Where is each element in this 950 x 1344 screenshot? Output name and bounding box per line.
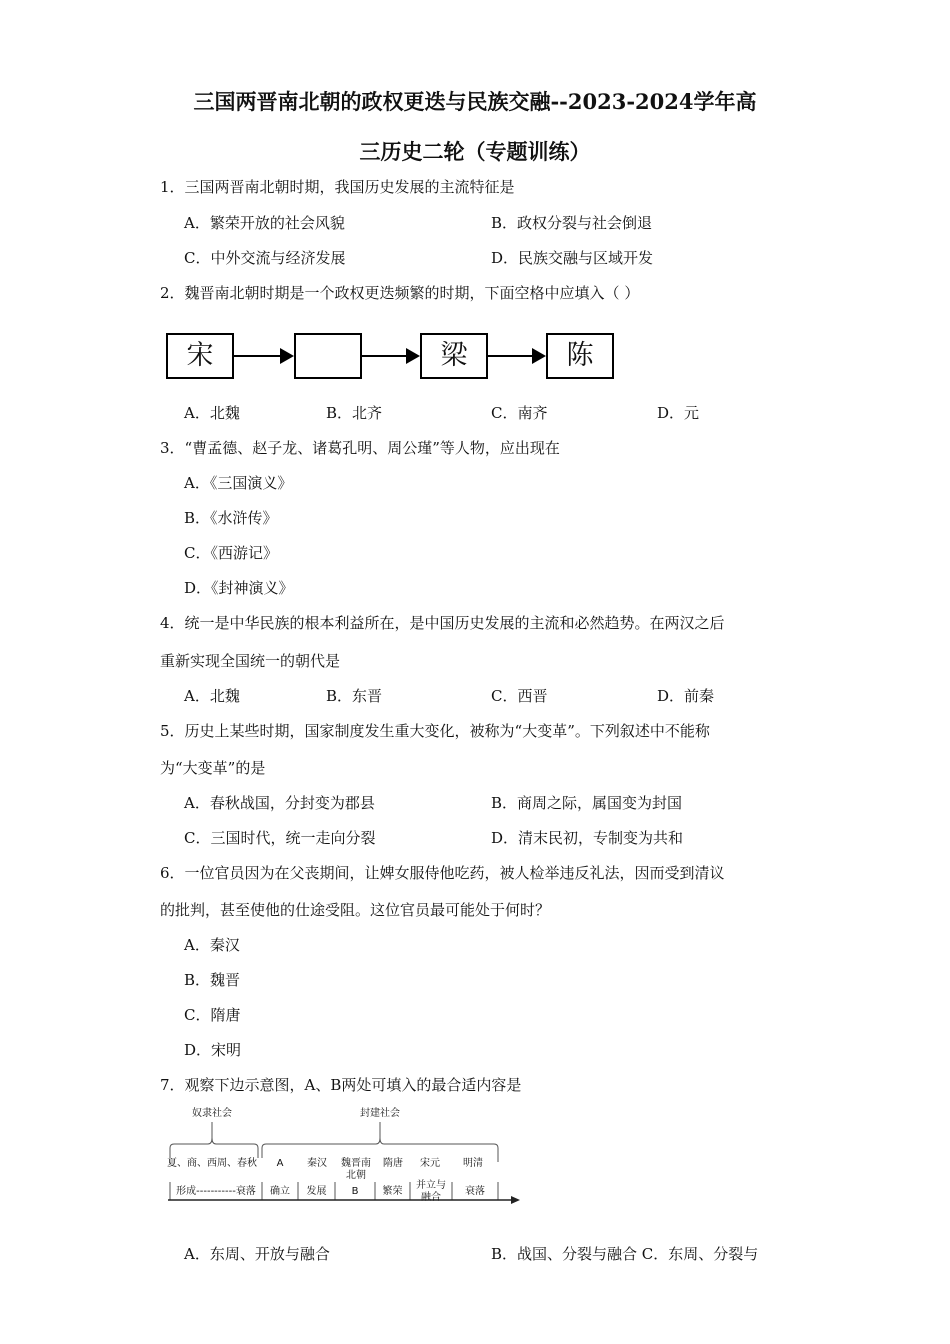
q1-stem: 1．三国两晋南北朝时期，我国历史发展的主流特征是 bbox=[160, 178, 515, 196]
q7-option-b-c[interactable]: B．战国、分裂与融合 C．东周、分裂与 bbox=[491, 1245, 759, 1263]
q3-option-a[interactable]: A．《三国演义》 bbox=[184, 474, 293, 492]
q6-option-d[interactable]: D．宋明 bbox=[184, 1041, 242, 1059]
period-wei-jin-nanbei: 魏晋南北朝 bbox=[341, 1158, 371, 1181]
period-blank-a: A bbox=[276, 1158, 284, 1169]
slave-society-label: 奴隶社会 bbox=[192, 1108, 232, 1119]
q2-box-song: 宋 bbox=[166, 333, 234, 379]
arrow-icon bbox=[234, 355, 292, 357]
q2-stem: 2．魏晋南北朝时期是一个政权更迭频繁的时期，下面空格中应填入（ ） bbox=[160, 284, 640, 302]
q1-option-a[interactable]: A．繁荣开放的社会风貌 bbox=[184, 214, 345, 232]
q5-option-a[interactable]: A．春秋战国，分封变为郡县 bbox=[184, 794, 375, 812]
q4-option-c[interactable]: C．西晋 bbox=[491, 687, 548, 705]
q7-timeline-diagram bbox=[158, 1100, 528, 1215]
q6-option-a[interactable]: A．秦汉 bbox=[184, 936, 240, 954]
q3-stem: 3．“曹孟德、赵子龙、诸葛孔明、周公瑾”等人物，应出现在 bbox=[160, 439, 560, 457]
q2-option-a[interactable]: A．北魏 bbox=[184, 404, 240, 422]
period-qin-han: 秦汉 bbox=[307, 1158, 327, 1169]
q1-option-d[interactable]: D．民族交融与区域开发 bbox=[491, 249, 654, 267]
q4-option-d[interactable]: D．前秦 bbox=[657, 687, 715, 705]
q5-option-b[interactable]: B．商周之际，属国变为封国 bbox=[491, 794, 683, 812]
q4-stem-line-2: 重新实现全国统一的朝代是 bbox=[160, 652, 341, 670]
q6-stem-line-1: 6．一位官员因为在父丧期间，让婢女服侍他吃药，被人检举违反礼法，因而受到清议 bbox=[160, 864, 725, 882]
q5-stem-line-1: 5．历史上某些时期，国家制度发生重大变化，被称为“大变革”。下列叙述中不能称 bbox=[160, 722, 710, 740]
q2-dynasty-sequence bbox=[166, 333, 626, 381]
q2-box-blank bbox=[294, 333, 362, 379]
q6-option-c[interactable]: C．隋唐 bbox=[184, 1006, 241, 1024]
q2-box-liang: 梁 bbox=[420, 333, 488, 379]
stage-decline: 衰落 bbox=[465, 1186, 485, 1197]
period-sui-tang: 隋唐 bbox=[383, 1158, 403, 1169]
q4-stem-line-1: 4．统一是中华民族的根本利益所在，是中国历史发展的主流和必然趋势。在两汉之后 bbox=[160, 614, 725, 632]
q4-option-a[interactable]: A．北魏 bbox=[184, 687, 240, 705]
stage-blank-b: B bbox=[351, 1186, 359, 1197]
stage-develop: 发展 bbox=[306, 1186, 327, 1197]
q5-option-d[interactable]: D．清末民初，专制变为共和 bbox=[491, 829, 684, 847]
q1-option-b[interactable]: B．政权分裂与社会倒退 bbox=[491, 214, 653, 232]
q6-stem-line-2: 的批判，甚至使他的仕途受阻。这位官员最可能处于何时？ bbox=[160, 901, 551, 919]
period-xia-shang-zhou: 夏、商、西周、春秋 bbox=[167, 1158, 257, 1169]
stage-formation-decline: 形成-----------衰落 bbox=[176, 1186, 256, 1197]
q3-option-c[interactable]: C．《西游记》 bbox=[184, 544, 278, 562]
title-line-1: 三国两晋南北朝的政权更迭与民族交融--2023-2024学年高 bbox=[193, 89, 757, 114]
stage-prosper: 繁荣 bbox=[382, 1186, 403, 1197]
period-ming-qing: 明清 bbox=[463, 1158, 483, 1169]
q2-option-d[interactable]: D．元 bbox=[657, 404, 700, 422]
arrow-icon bbox=[488, 355, 544, 357]
stage-establish: 确立 bbox=[270, 1186, 290, 1197]
q5-stem-line-2: 为“大变革”的是 bbox=[160, 759, 266, 777]
q6-option-b[interactable]: B．魏晋 bbox=[184, 971, 241, 989]
arrow-icon bbox=[362, 355, 418, 357]
q7-stem: 7．观察下边示意图，A、B两处可填入的最合适内容是 bbox=[160, 1076, 522, 1094]
q2-option-c[interactable]: C．南齐 bbox=[491, 404, 548, 422]
q3-option-d[interactable]: D．《封神演义》 bbox=[184, 579, 294, 597]
q2-option-b[interactable]: B．北齐 bbox=[326, 404, 383, 422]
stage-coexist-merge: 并立与融合 bbox=[416, 1180, 446, 1203]
q2-box-chen: 陈 bbox=[546, 333, 614, 379]
title-line-2: 三历史二轮（专题训练） bbox=[359, 139, 591, 164]
q7-option-a[interactable]: A．东周、开放与融合 bbox=[184, 1245, 330, 1263]
period-song-yuan: 宋元 bbox=[420, 1158, 440, 1169]
q1-option-c[interactable]: C．中外交流与经济发展 bbox=[184, 249, 346, 267]
q5-option-c[interactable]: C．三国时代，统一走向分裂 bbox=[184, 829, 376, 847]
q4-option-b[interactable]: B．东晋 bbox=[326, 687, 383, 705]
feudal-society-label: 封建社会 bbox=[360, 1108, 400, 1119]
q3-option-b[interactable]: B．《水浒传》 bbox=[184, 509, 278, 527]
